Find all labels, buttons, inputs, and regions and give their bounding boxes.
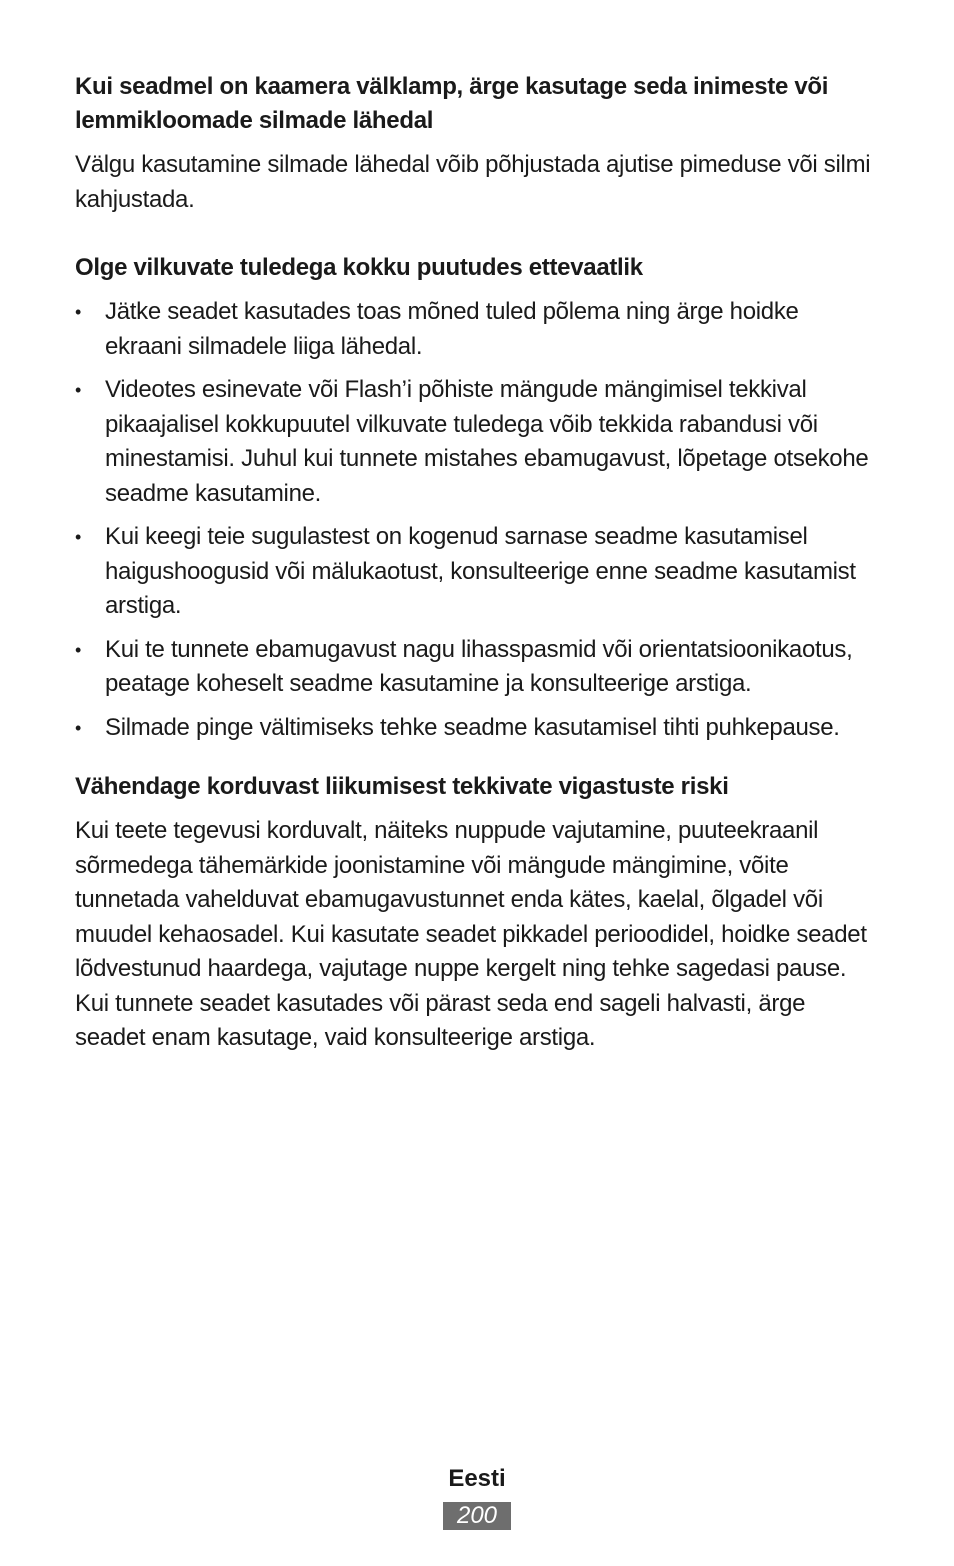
- list-item: [75, 295, 880, 364]
- bullet-icon: •: [75, 527, 82, 547]
- bullet-icon: •: [75, 717, 82, 738]
- bullet-icon: •: [75, 302, 82, 322]
- section-heading: Kui seadmel on kaamera välklamp, ärge kasutage seda inimeste või lemmikloomade silmade lähedal: [75, 73, 829, 134]
- bullet-icon: •: [75, 380, 82, 400]
- page-number: 200: [443, 1502, 511, 1530]
- page-footer: [0, 1462, 954, 1530]
- list-item-text: Jätke seadet kasutades toas mõned tuled põlema ning ärge hoidke ekraani silmadele liiga lähedal.: [105, 298, 799, 360]
- list-item-text: Videotes esinevate või Flash’i põhiste mängude mängimisel tekkival pikaajalisel kokkupuutel vilkuvate tuledega võib tekkida rabandusi või minestamisi. Juhul kui tunnete mistahes ebamugavust, lõpetage otsekohe seadme kasutamine.: [105, 376, 869, 507]
- list-item: [75, 633, 880, 702]
- list-item: [75, 520, 880, 624]
- footer-language: Eesti: [448, 1465, 506, 1492]
- section-flash-warning: [75, 70, 880, 217]
- list-item-text: Kui te tunnete ebamugavust nagu lihasspasmid või orientatsioonikaotus, peatage koheselt seadme kasutamine ja konsulteerige arstiga.: [105, 635, 853, 697]
- list-item-text: Kui keegi teie sugulastest on kogenud sarnase seadme kasutamisel haigushoogusid või mälukaotust, konsulteerige enne seadme kasutamist arstiga.: [105, 523, 856, 619]
- section-paragraph: Välgu kasutamine silmade lähedal võib põhjustada ajutise pimeduse või silmi kahjustada.: [75, 151, 871, 213]
- bullet-list: [75, 295, 880, 745]
- list-item: [75, 373, 880, 511]
- section-paragraph: Kui teete tegevusi korduvalt, näiteks nuppude vajutamine, puuteekraanil sõrmedega tähemärkide joonistamine või mängude mängimine, võite tunnetada vahelduvat ebamugavustunnet enda kätes, kaelal, õlgadel või muudel kehaosadel. Kui kasutate seadet pikkadel perioodidel, hoidke seadet lõdvestunud haardega, vajutage nuppe kergelt ning tehke sagedasi pause. Kui tunnete seadet kasutades või pärast seda end sageli halvasti, ärge seadet enam kasutage, vaid konsulteerige arstiga.: [75, 817, 867, 1051]
- bullet-icon: •: [75, 639, 82, 660]
- section-heading: Vähendage korduvast liikumisest tekkivate vigastuste riski: [75, 773, 729, 800]
- section-heading: Olge vilkuvate tuledega kokku puutudes ettevaatlik: [75, 254, 643, 281]
- document-body: [75, 70, 880, 1090]
- section-repetitive-motion: [75, 770, 880, 1056]
- section-flashing-lights: [75, 251, 880, 745]
- list-item-text: Silmade pinge vältimiseks tehke seadme kasutamisel tihti puhkepause.: [105, 713, 840, 741]
- list-item: [75, 711, 880, 746]
